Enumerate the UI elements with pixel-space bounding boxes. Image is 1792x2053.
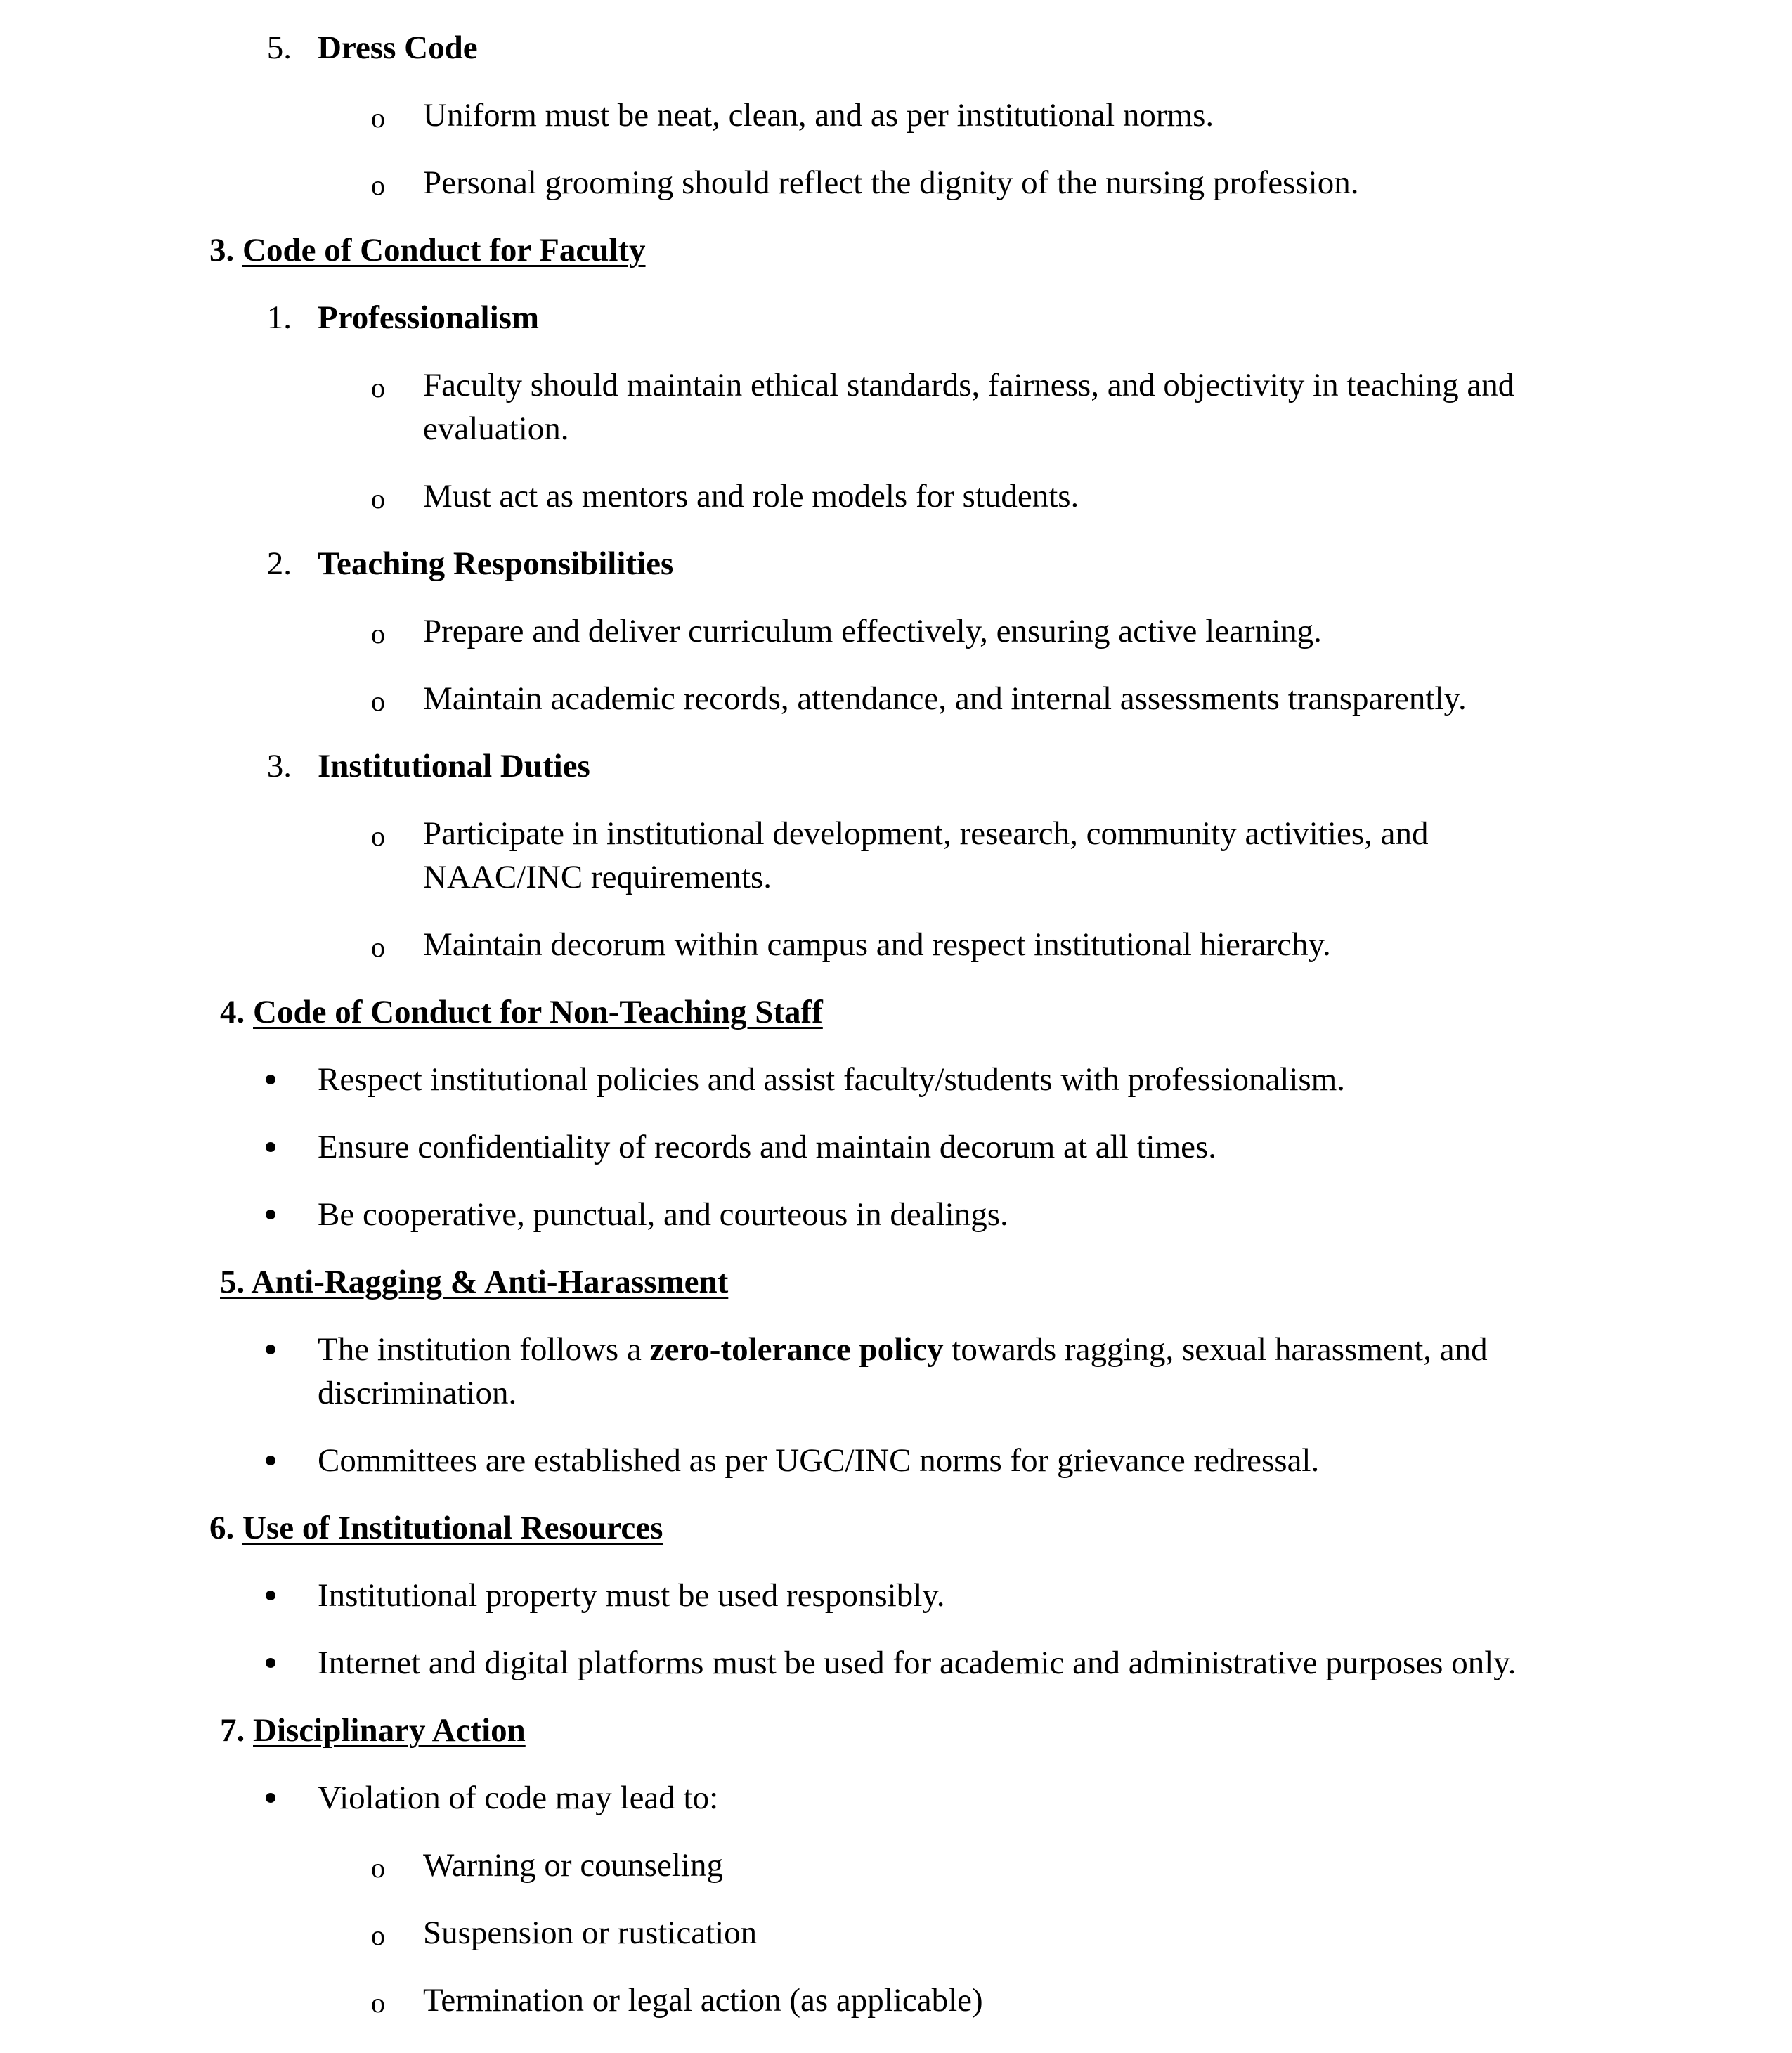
list-item: Prepare and deliver curriculum effectively, ensuring active learning. [423, 613, 1322, 649]
list-item: Maintain academic records, attendance, and internal assessments transparently. [423, 680, 1467, 717]
list-item: Warning or counseling [423, 1847, 723, 1884]
bullet-dot-icon [266, 1345, 275, 1354]
list-item: Committees are established as per UGC/INC norms for grievance redressal. [318, 1442, 1320, 1479]
list-item: Faculty should maintain ethical standards, fairness, and objectivity in teaching and [423, 367, 1515, 403]
section-title: Code of Conduct for Faculty [242, 232, 646, 268]
section-title: Code of Conduct for Non-Teaching Staff [253, 994, 823, 1030]
subsection-number: 2. [266, 545, 292, 582]
section-number: 7. [220, 1712, 245, 1749]
section-title: . Anti-Ragging & Anti-Harassment [236, 1264, 729, 1300]
list-item: Uniform must be neat, clean, and as per institutional norms. [423, 97, 1214, 134]
subsection-heading-institutional-duties: Institutional Duties [318, 748, 590, 784]
list-item: Participate in institutional development, research, community activities, and [423, 815, 1429, 852]
list-item: Violation of code may lead to: [318, 1780, 719, 1816]
section-title: Use of Institutional Resources [242, 1510, 663, 1546]
section-heading-non-teaching [220, 990, 823, 1034]
bullet-dot-icon [266, 1210, 275, 1219]
list-item: Institutional property must be used responsibly. [318, 1577, 945, 1614]
list-item-text: The institution follows a [318, 1331, 650, 1368]
subsection-heading-dress-code: Dress Code [318, 30, 478, 66]
list-item: Must act as mentors and role models for students. [423, 478, 1079, 514]
circle-bullet-icon: o [371, 1987, 385, 2019]
bullet-dot-icon [266, 1658, 275, 1668]
list-item-continuation: evaluation. [423, 410, 569, 447]
section-title: Disciplinary Action [253, 1712, 526, 1749]
section-number: 5 [220, 1264, 237, 1300]
list-item: Maintain decorum within campus and respect institutional hierarchy. [423, 926, 1331, 963]
circle-bullet-icon: o [371, 372, 385, 403]
section-heading-anti-ragging [220, 1260, 728, 1304]
subsection-heading-professionalism: Professionalism [318, 299, 540, 336]
list-item [318, 1328, 1488, 1371]
section-heading-disciplinary [220, 1709, 526, 1752]
circle-bullet-icon: o [371, 169, 385, 201]
section-number: 3. [209, 232, 235, 268]
list-item: Personal grooming should reflect the dignity of the nursing profession. [423, 164, 1359, 201]
bullet-dot-icon [266, 1075, 275, 1084]
list-item: Ensure confidentiality of records and maintain decorum at all times. [318, 1129, 1217, 1165]
list-item-continuation: discrimination. [318, 1375, 517, 1411]
list-item: Be cooperative, punctual, and courteous in dealings. [318, 1196, 1008, 1233]
section-number: 4. [220, 994, 245, 1030]
subsection-number: 1. [266, 299, 292, 336]
circle-bullet-icon: o [371, 820, 385, 852]
subsection-heading-teaching: Teaching Responsibilities [318, 545, 674, 582]
subsection-number: 5. [266, 30, 292, 66]
list-item-continuation: NAAC/INC requirements. [423, 859, 772, 895]
section-heading-resources [209, 1506, 663, 1550]
list-item: Termination or legal action (as applicable) [423, 1982, 983, 2019]
circle-bullet-icon: o [371, 483, 385, 514]
list-item-text: towards ragging, sexual harassment, and [943, 1331, 1488, 1368]
circle-bullet-icon: o [371, 1852, 385, 1884]
bullet-dot-icon [266, 1591, 275, 1600]
bullet-dot-icon [266, 1793, 275, 1803]
section-heading-faculty [209, 228, 646, 272]
circle-bullet-icon: o [371, 102, 385, 134]
circle-bullet-icon: o [371, 1919, 385, 1951]
circle-bullet-icon: o [371, 685, 385, 717]
circle-bullet-icon: o [371, 618, 385, 649]
list-item: Internet and digital platforms must be used for academic and administrative purposes only. [318, 1645, 1517, 1681]
circle-bullet-icon: o [371, 931, 385, 963]
bullet-dot-icon [266, 1142, 275, 1152]
list-item: Suspension or rustication [423, 1915, 758, 1951]
bullet-dot-icon [266, 1456, 275, 1465]
emphasis-text: zero-tolerance policy [649, 1331, 944, 1368]
section-number: 6. [209, 1510, 235, 1546]
list-item: Respect institutional policies and assist faculty/students with professionalism. [318, 1061, 1346, 1098]
subsection-number: 3. [266, 748, 292, 784]
